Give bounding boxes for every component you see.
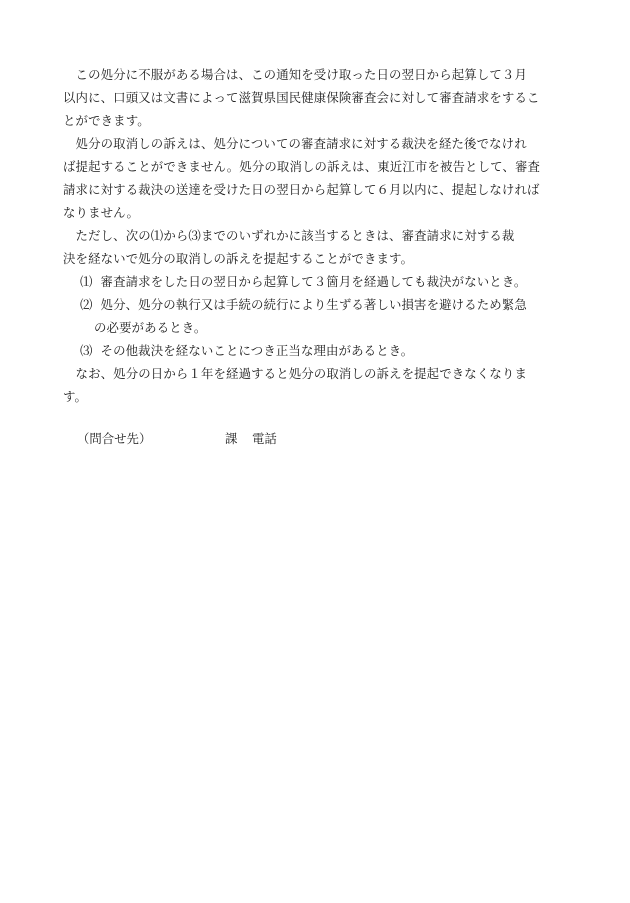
notice-line-2: 以内に、口頭又は文書によって滋賀県国民健康保険審査会に対して審査請求をするこ — [63, 90, 540, 105]
list-text: その他裁決を経ないことにつき正当な理由があるとき。 — [100, 343, 414, 358]
contact-section: 課 — [225, 431, 238, 446]
notice-line-9: 決を経ないで処分の取消しの訴えを提起することができます。 — [63, 251, 414, 266]
closing-line-2: す。 — [63, 389, 88, 404]
notice-line-8: ただし、次の⑴から⑶までのいずれかに該当するときは、審査請求に対する裁 — [63, 228, 515, 243]
notice-line-6: 請求に対する裁決の送達を受けた日の翌日から起算して６月以内に、提起しなければ — [63, 182, 540, 197]
list-item-3 — [80, 341, 577, 361]
list-number: ⑵ — [80, 297, 93, 312]
contact-row — [0, 428, 630, 450]
notice-line-4: 処分の取消しの訴えは、処分についての審査請求に対する裁決を経た後でなけれ — [63, 136, 527, 151]
list-number: ⑶ — [80, 343, 93, 358]
list-item-2 — [80, 295, 577, 315]
notice-line-1: この処分に不服がある場合は、この通知を受け取った日の翌日から起算して３月 — [63, 67, 528, 82]
list-item-1 — [80, 272, 577, 292]
list-item-2-continuation: の必要があるとき。 — [94, 320, 207, 335]
closing-line-1: なお、処分の日から１年を経過すると処分の取消しの訴えを提起できなくなりま — [63, 366, 528, 381]
list-number: ⑴ — [80, 274, 93, 289]
contact-phone: 電話 — [252, 431, 277, 446]
contact-label: （問合せ先） — [77, 431, 152, 446]
list-text: 審査請求をした日の翌日から起算して３箇月を経過しても裁決がないとき。 — [100, 274, 527, 289]
notice-line-5: ば提起することができません。処分の取消しの訴えは、東近江市を被告として、審査 — [63, 159, 541, 174]
notice-line-3: とができます。 — [63, 113, 150, 128]
notice-line-7: なりません。 — [63, 205, 139, 220]
list-text: 処分、処分の執行又は手続の続行により生ずる著しい損害を避けるため緊急 — [100, 297, 527, 312]
